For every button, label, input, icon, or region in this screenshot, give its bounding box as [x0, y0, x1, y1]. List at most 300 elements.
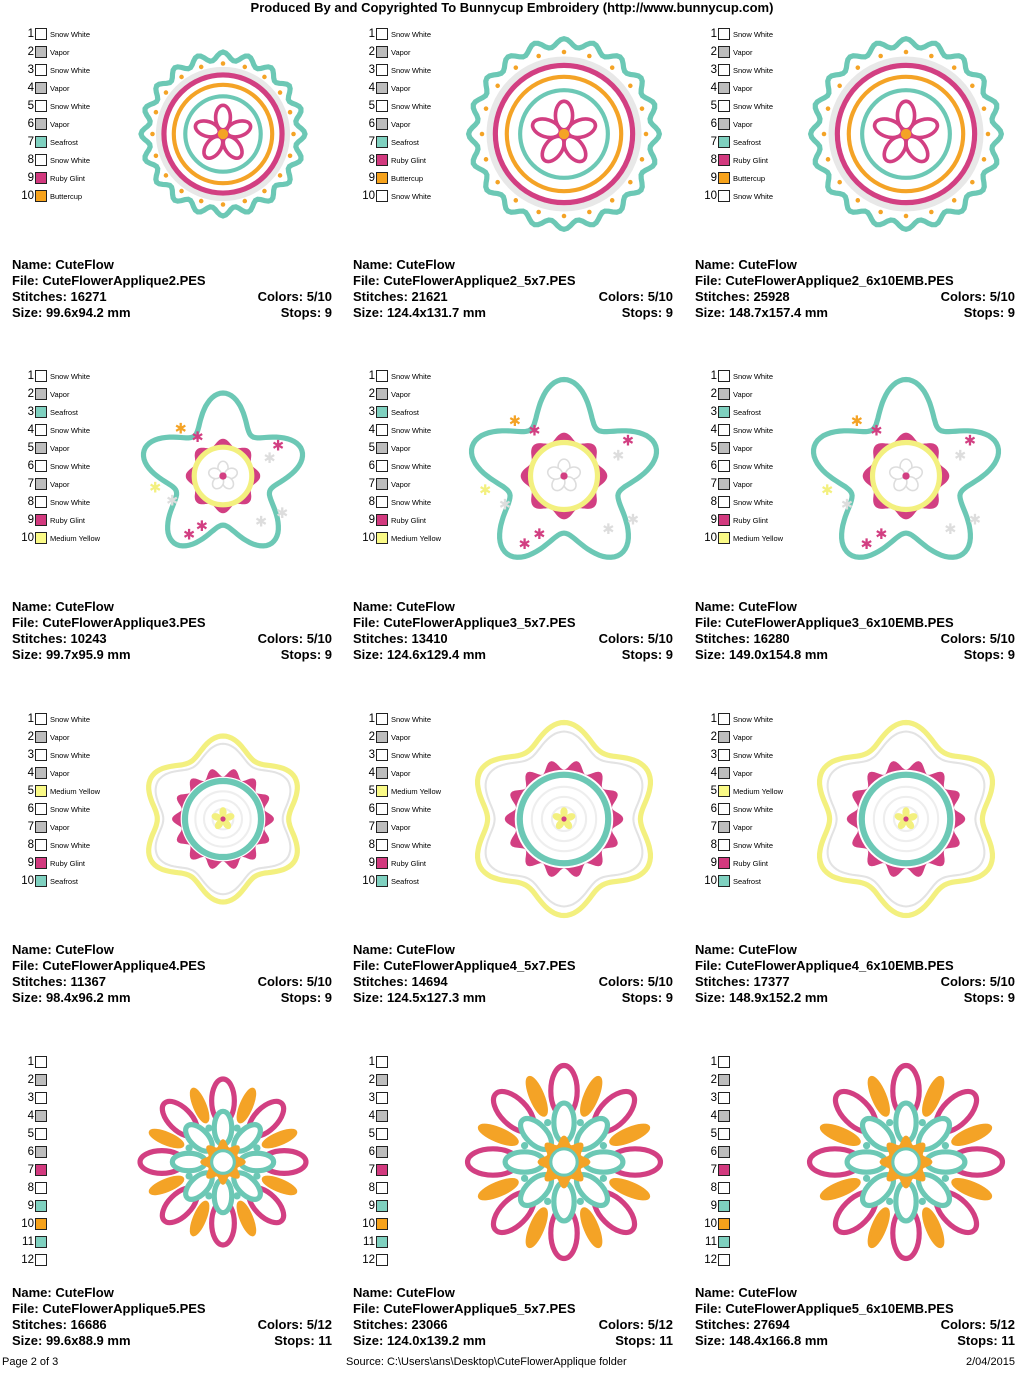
- thread-name: Snow White: [391, 65, 432, 75]
- thread-name: Seafrost: [50, 407, 78, 417]
- legend-row: [355, 1071, 455, 1089]
- color-swatch: [376, 1128, 388, 1140]
- legend-row: [14, 728, 114, 746]
- center-dot: [902, 472, 909, 479]
- color-number: 9: [27, 1200, 34, 1212]
- legend-row: [697, 764, 797, 782]
- thread-name: Medium Yellow: [50, 786, 101, 796]
- color-swatch: [376, 1182, 388, 1194]
- stop-count: Stops: 9: [963, 647, 1015, 662]
- thread-name: Vapor: [391, 822, 411, 832]
- thread-name: Vapor: [733, 47, 753, 57]
- star-accent: ✱: [166, 493, 179, 510]
- legend-row: [697, 493, 797, 511]
- embroidery-preview: [459, 1048, 669, 1276]
- design-file: File: CuteFlowerApplique4_6x10EMB.PES: [695, 958, 954, 973]
- color-swatch: [35, 136, 47, 148]
- accent-dot: [514, 65, 519, 70]
- legend-row: [355, 1161, 455, 1179]
- center-ring: [212, 1151, 235, 1174]
- legend-row: [355, 511, 455, 529]
- color-swatch: [718, 1182, 730, 1194]
- tiny-petal: [903, 808, 909, 817]
- color-number: 7: [368, 1164, 375, 1176]
- design-card: [347, 362, 677, 702]
- design-info: [695, 942, 1015, 1006]
- legend-row: [355, 1107, 455, 1125]
- color-number: 4: [27, 767, 34, 779]
- legend-row: [355, 97, 455, 115]
- color-number: 4: [710, 82, 717, 94]
- accent-dot: [514, 198, 519, 203]
- thread-name: Snow White: [733, 29, 774, 39]
- color-swatch: [376, 1236, 388, 1248]
- color-number: 10: [21, 190, 34, 202]
- color-count: Colors: 5/10: [940, 289, 1015, 304]
- legend-row: [697, 439, 797, 457]
- color-number: 1: [710, 713, 717, 725]
- design-info: [12, 1285, 332, 1349]
- stop-count: Stops: 9: [963, 305, 1015, 320]
- thread-name: Seafrost: [50, 137, 78, 147]
- color-swatch: [376, 1200, 388, 1212]
- legend-row: [14, 529, 114, 547]
- color-number: 1: [368, 713, 375, 725]
- color-swatch: [376, 1110, 388, 1122]
- legend-row: [697, 187, 797, 205]
- thread-name: Snow White: [50, 29, 91, 39]
- thread-name: Buttercup: [391, 173, 424, 183]
- color-number: 10: [704, 190, 717, 202]
- thread-name: Snow White: [50, 714, 91, 724]
- legend-row: [14, 818, 114, 836]
- accent-dot: [278, 173, 283, 178]
- legend-row: [697, 1251, 797, 1269]
- color-number: 4: [27, 1110, 34, 1122]
- thread-name: Snow White: [50, 371, 91, 381]
- thread-name: Seafrost: [50, 876, 78, 886]
- legend-row: [355, 818, 455, 836]
- color-number: 6: [368, 1146, 375, 1158]
- design-size: Size: 148.9x152.2 mm: [695, 990, 828, 1005]
- color-number: 10: [21, 532, 34, 544]
- design-size: Size: 124.6x129.4 mm: [353, 647, 486, 662]
- thread-name: Vapor: [50, 479, 70, 489]
- design-size: Size: 149.0x154.8 mm: [695, 647, 828, 662]
- stop-count: Stops: 9: [963, 990, 1015, 1005]
- color-swatch: [35, 100, 47, 112]
- color-count: Colors: 5/10: [257, 631, 332, 646]
- color-number: 10: [704, 875, 717, 887]
- thread-name: Medium Yellow: [50, 533, 101, 543]
- color-number: 1: [710, 370, 717, 382]
- color-count: Colors: 5/10: [598, 631, 673, 646]
- color-swatch: [718, 424, 730, 436]
- thread-name: Snow White: [733, 461, 774, 471]
- star-accent: ✱: [518, 536, 531, 553]
- thread-name: Vapor: [391, 119, 411, 129]
- color-number: 8: [27, 839, 34, 851]
- star-accent: ✱: [954, 448, 967, 465]
- thread-name: Seafrost: [391, 137, 419, 147]
- legend-row: [14, 385, 114, 403]
- color-number: 8: [27, 1182, 34, 1194]
- color-swatch: [35, 478, 47, 490]
- legend-row: [697, 1107, 797, 1125]
- star-accent: ✱: [875, 527, 888, 544]
- star-accent: ✱: [183, 527, 196, 544]
- accent-dot: [886, 1119, 893, 1126]
- color-swatch: [718, 839, 730, 851]
- color-number: 1: [27, 370, 34, 382]
- accent-dot: [562, 214, 567, 219]
- color-number: 2: [368, 46, 375, 58]
- color-number: 3: [368, 749, 375, 761]
- color-swatch: [718, 136, 730, 148]
- color-number: 3: [710, 406, 717, 418]
- color-number: 5: [368, 100, 375, 112]
- color-number: 10: [21, 875, 34, 887]
- legend-row: [697, 511, 797, 529]
- accent-dot: [863, 1142, 870, 1149]
- color-swatch: [376, 46, 388, 58]
- design-name: Name: CuteFlow: [695, 257, 797, 272]
- color-swatch: [35, 118, 47, 130]
- legend-row: [14, 421, 114, 439]
- color-swatch: [376, 514, 388, 526]
- legend-row: [355, 746, 455, 764]
- center-ring: [551, 1149, 577, 1175]
- thread-name: Vapor: [391, 83, 411, 93]
- legend-row: [14, 1215, 114, 1233]
- thread-name: Snow White: [50, 750, 91, 760]
- legend-row: [697, 79, 797, 97]
- legend-row: [697, 782, 797, 800]
- color-swatch: [376, 839, 388, 851]
- thread-name: Medium Yellow: [391, 533, 442, 543]
- accent-dot: [179, 75, 184, 80]
- thread-name: Seafrost: [733, 876, 761, 886]
- color-number: 8: [710, 839, 717, 851]
- legend-row: [697, 169, 797, 187]
- legend-row: [14, 511, 114, 529]
- embroidery-preview: [118, 20, 328, 248]
- color-swatch: [35, 1200, 47, 1212]
- accent-dot: [600, 1175, 607, 1182]
- legend-row: [14, 1251, 114, 1269]
- color-legend: [355, 1053, 455, 1269]
- thread-name: Vapor: [50, 822, 70, 832]
- color-number: 3: [27, 749, 34, 761]
- star-accent: ✱: [968, 512, 981, 529]
- color-swatch: [35, 875, 47, 887]
- color-swatch: [376, 388, 388, 400]
- stitch-count: Stitches: 10243: [12, 631, 107, 646]
- embroidery-preview: [801, 20, 1011, 248]
- legend-row: [14, 97, 114, 115]
- accent-dot: [154, 154, 159, 159]
- legend-row: [355, 764, 455, 782]
- design-card: [347, 1048, 677, 1388]
- color-swatch: [718, 172, 730, 184]
- legend-row: [355, 169, 455, 187]
- thread-name: Snow White: [391, 29, 432, 39]
- color-number: 4: [710, 767, 717, 779]
- legend-row: [697, 1215, 797, 1233]
- color-number: 10: [362, 190, 375, 202]
- design-file: File: CuteFlowerApplique3_5x7.PES: [353, 615, 576, 630]
- legend-row: [14, 1197, 114, 1215]
- color-number: 9: [368, 1200, 375, 1212]
- color-number: 6: [27, 118, 34, 130]
- thread-name: Seafrost: [391, 407, 419, 417]
- embroidery-preview: [801, 705, 1011, 933]
- color-number: 8: [27, 154, 34, 166]
- accent-dot: [929, 210, 934, 215]
- color-number: 3: [710, 749, 717, 761]
- legend-row: [697, 25, 797, 43]
- color-number: 12: [21, 1254, 34, 1266]
- legend-row: [14, 457, 114, 475]
- embroidery-preview: [459, 362, 669, 590]
- color-number: 7: [27, 478, 34, 490]
- color-swatch: [35, 154, 47, 166]
- color-swatch: [376, 496, 388, 508]
- color-number: 8: [27, 496, 34, 508]
- thread-name: Snow White: [733, 497, 774, 507]
- legend-row: [355, 151, 455, 169]
- color-swatch: [376, 154, 388, 166]
- color-number: 6: [710, 1146, 717, 1158]
- color-swatch: [35, 1056, 47, 1068]
- stop-count: Stops: 11: [957, 1333, 1015, 1348]
- color-swatch: [376, 1056, 388, 1068]
- thread-name: Snow White: [733, 191, 774, 201]
- design-info: [12, 942, 332, 1006]
- color-swatch: [35, 424, 47, 436]
- flower-center: [218, 129, 228, 139]
- color-number: 11: [705, 1236, 717, 1248]
- color-swatch: [376, 821, 388, 833]
- legend-row: [355, 421, 455, 439]
- color-swatch: [35, 1182, 47, 1194]
- thread-name: Buttercup: [733, 173, 766, 183]
- color-swatch: [718, 821, 730, 833]
- color-legend: [14, 1053, 114, 1269]
- legend-row: [14, 836, 114, 854]
- legend-row: [355, 1053, 455, 1071]
- thread-name: Vapor: [391, 479, 411, 489]
- color-swatch: [376, 100, 388, 112]
- thread-name: Vapor: [391, 47, 411, 57]
- color-swatch: [35, 46, 47, 58]
- color-swatch: [35, 442, 47, 454]
- accent-dot: [243, 199, 248, 204]
- accent-dot: [185, 1144, 192, 1151]
- color-number: 6: [710, 803, 717, 815]
- stitch-count: Stitches: 23066: [353, 1317, 448, 1332]
- color-number: 6: [368, 118, 375, 130]
- color-legend: [14, 367, 114, 547]
- thread-name: Snow White: [733, 425, 774, 435]
- legend-row: [697, 1053, 797, 1071]
- color-swatch: [35, 1146, 47, 1158]
- thread-name: Snow White: [391, 804, 432, 814]
- color-count: Colors: 5/12: [598, 1317, 673, 1332]
- legend-row: [14, 43, 114, 61]
- legend-row: [697, 818, 797, 836]
- stop-count: Stops: 9: [621, 990, 673, 1005]
- color-number: 5: [710, 100, 717, 112]
- stitch-count: Stitches: 16280: [695, 631, 790, 646]
- legend-row: [697, 854, 797, 872]
- accent-dot: [495, 180, 500, 185]
- legend-row: [355, 1089, 455, 1107]
- color-number: 2: [27, 46, 34, 58]
- thread-name: Medium Yellow: [733, 786, 784, 796]
- legend-row: [14, 764, 114, 782]
- color-swatch: [718, 731, 730, 743]
- embroidery-preview: [801, 362, 1011, 590]
- color-number: 8: [368, 496, 375, 508]
- color-swatch: [718, 785, 730, 797]
- design-name: Name: CuteFlow: [695, 942, 797, 957]
- thread-name: Snow White: [391, 101, 432, 111]
- color-swatch: [718, 532, 730, 544]
- color-swatch: [718, 767, 730, 779]
- accent-dot: [185, 1172, 192, 1179]
- color-swatch: [35, 28, 47, 40]
- star-accent: ✱: [963, 433, 977, 450]
- design-size: Size: 148.7x157.4 mm: [695, 305, 828, 320]
- legend-row: [697, 367, 797, 385]
- legend-row: [14, 1161, 114, 1179]
- accent-dot: [942, 1175, 949, 1182]
- thread-name: Vapor: [50, 119, 70, 129]
- legend-row: [355, 1215, 455, 1233]
- color-legend: [697, 367, 797, 547]
- color-swatch: [718, 1128, 730, 1140]
- color-number: 9: [27, 172, 34, 184]
- accent-dot: [929, 54, 934, 59]
- color-swatch: [718, 803, 730, 815]
- star-accent: ✱: [621, 433, 635, 450]
- legend-row: [14, 782, 114, 800]
- page-title: Produced By and Copyrighted To Bunnycup Embroidery (http://www.bunnycup.com): [250, 0, 774, 15]
- color-swatch: [718, 442, 730, 454]
- legend-row: [14, 133, 114, 151]
- thread-name: Vapor: [50, 389, 70, 399]
- accent-dot: [243, 65, 248, 70]
- color-number: 10: [21, 1218, 34, 1230]
- color-count: Colors: 5/10: [598, 974, 673, 989]
- design-file: File: CuteFlowerApplique2.PES: [12, 273, 206, 288]
- color-swatch: [35, 839, 47, 851]
- design-file: File: CuteFlowerApplique2_6x10EMB.PES: [695, 273, 954, 288]
- design-file: File: CuteFlowerApplique4_5x7.PES: [353, 958, 576, 973]
- design-card: [6, 20, 336, 360]
- accent-dot: [536, 54, 541, 59]
- legend-row: [355, 25, 455, 43]
- design-size: Size: 148.4x166.8 mm: [695, 1333, 828, 1348]
- legend-row: [355, 187, 455, 205]
- color-number: 5: [27, 785, 34, 797]
- color-swatch: [35, 496, 47, 508]
- embroidery-preview: [459, 705, 669, 933]
- design-card: [6, 1048, 336, 1388]
- color-number: 10: [362, 532, 375, 544]
- legend-row: [697, 728, 797, 746]
- legend-row: [697, 872, 797, 890]
- color-number: 9: [27, 857, 34, 869]
- color-swatch: [376, 713, 388, 725]
- color-number: 4: [368, 1110, 375, 1122]
- design-size: Size: 98.4x96.2 mm: [12, 990, 131, 1005]
- legend-row: [697, 1179, 797, 1197]
- stitch-count: Stitches: 11367: [12, 974, 106, 989]
- color-legend: [697, 710, 797, 890]
- design-name: Name: CuteFlow: [12, 599, 114, 614]
- design-info: [12, 599, 332, 663]
- design-card: [689, 362, 1019, 702]
- color-number: 1: [27, 713, 34, 725]
- stitch-count: Stitches: 16686: [12, 1317, 107, 1332]
- legend-row: [697, 115, 797, 133]
- color-swatch: [718, 496, 730, 508]
- color-number: 1: [368, 28, 375, 40]
- star-accent: ✱: [860, 536, 873, 553]
- legend-row: [697, 421, 797, 439]
- color-number: 3: [368, 406, 375, 418]
- legend-row: [14, 1233, 114, 1251]
- legend-row: [355, 1179, 455, 1197]
- legend-row: [697, 800, 797, 818]
- color-swatch: [35, 1218, 47, 1230]
- accent-dot: [886, 1198, 893, 1205]
- legend-row: [14, 746, 114, 764]
- stitch-count: Stitches: 21621: [353, 289, 448, 304]
- accent-dot: [610, 198, 615, 203]
- thread-name: Ruby Glint: [391, 858, 427, 868]
- accent-dot: [154, 110, 159, 115]
- color-swatch: [376, 172, 388, 184]
- accent-dot: [480, 132, 485, 137]
- legend-row: [355, 43, 455, 61]
- legend-row: [355, 854, 455, 872]
- thread-name: Vapor: [50, 443, 70, 453]
- accent-dot: [863, 1175, 870, 1182]
- thread-name: Vapor: [50, 47, 70, 57]
- legend-row: [697, 710, 797, 728]
- design-info: [353, 599, 673, 663]
- color-swatch: [35, 785, 47, 797]
- legend-row: [355, 115, 455, 133]
- color-number: 5: [27, 1128, 34, 1140]
- color-swatch: [35, 713, 47, 725]
- legend-row: [14, 710, 114, 728]
- accent-dot: [970, 84, 975, 89]
- accent-dot: [262, 75, 267, 80]
- color-number: 2: [710, 388, 717, 400]
- legend-row: [697, 475, 797, 493]
- accent-dot: [562, 50, 567, 55]
- color-swatch: [718, 1218, 730, 1230]
- color-number: 8: [710, 496, 717, 508]
- legend-row: [14, 187, 114, 205]
- color-number: 9: [368, 514, 375, 526]
- design-size: Size: 124.4x131.7 mm: [353, 305, 486, 320]
- thread-name: Vapor: [733, 119, 753, 129]
